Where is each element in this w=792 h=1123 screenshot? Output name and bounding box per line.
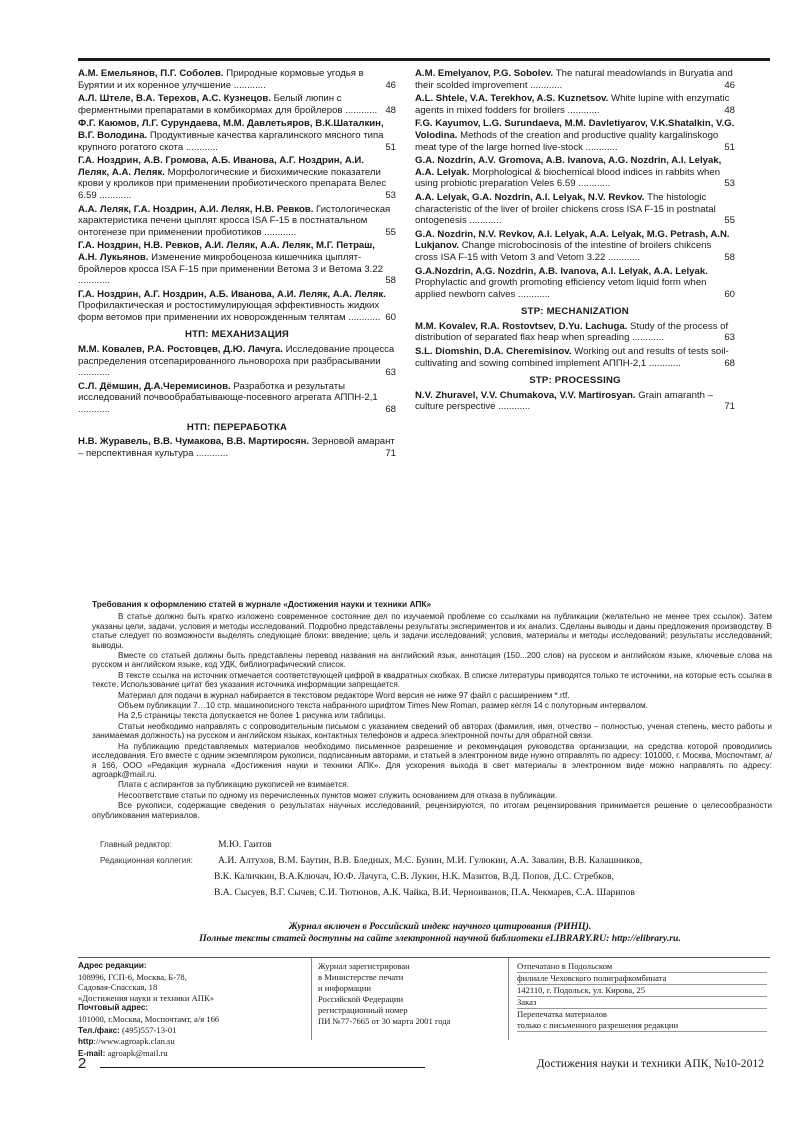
toc-entry-title: Study of the process of distribution of separated flax heap when spreading xyxy=(415,320,729,344)
toc-ru-proc xyxy=(78,436,396,459)
toc-leader-dots: ............ xyxy=(193,447,229,459)
chief-editor-line xyxy=(100,837,770,853)
registration-line-6: ПИ №77-7665 от 30 марта 2001 года xyxy=(318,1016,451,1026)
toc-entry-title: Grain amaranth – culture perspective xyxy=(415,389,713,413)
rinc-line-1: Журнал включен в Российский индекс научного цитирования (РИНЦ). xyxy=(288,921,592,932)
toc-leader-dots: ............ xyxy=(527,79,563,91)
toc-entry xyxy=(78,436,396,459)
toc-entry-page: 71 xyxy=(385,447,396,459)
section-heading-processing-ru: НТП: ПЕРЕРАБОТКА xyxy=(186,421,288,433)
editorial-address-line-2: Садовая-Спасская, 18 xyxy=(78,982,158,993)
rinc-notice xyxy=(140,921,740,945)
requirement-paragraph: Статьи необходимо направлять с сопроводительным письмом с указанием сведений об авторах (фамилия, имя, отчество – полностью, ученая степень, место работы и занимаемая должность) на русском и английском языках, контактных телефонов и адреса электронной почты для обратной связи. xyxy=(92,721,772,741)
requirement-paragraph: Материал для подачи в журнал набирается в текстовом редакторе Word версия не ниже 97 файл с расширением *.rtf. xyxy=(118,690,570,700)
toc-entry xyxy=(78,68,396,91)
postal-address-label: Почтовый адрес: xyxy=(78,1003,149,1013)
requirement-paragraph: Несоответствие статьи по одному из перечисленных пунктов может служить основанием для отказа в публикации. xyxy=(118,790,558,800)
toc-entry-page: 60 xyxy=(724,288,735,300)
registration-line-4: Российской Федерации xyxy=(318,994,404,1004)
toc-entry-title: Морфологические и биохимические показатели крови у кроликов при применении пробиотического препарата Велес 6.59 xyxy=(78,166,387,201)
toc-entry xyxy=(415,192,735,227)
toc-entry-title: Природные кормовые угодья в Бурятии и их коренное улучшение xyxy=(78,68,364,91)
toc-entry-title: White lupine with enzymatic agents in mixed fodders for broilers xyxy=(415,93,730,116)
toc-entry-page: 68 xyxy=(385,404,396,416)
toc-entry xyxy=(415,93,735,116)
toc-entry xyxy=(78,381,396,416)
journal-title: Достижения науки и техники АПК, №10-2012 xyxy=(536,1057,764,1070)
toc-entry-page: 58 xyxy=(724,251,735,263)
top-rule xyxy=(78,58,770,61)
toc-en-proc xyxy=(415,390,735,413)
toc-entry-page: 63 xyxy=(385,367,396,379)
toc-entry-title: Разработка и результаты исследований почвообрабатывающе-посевного агрегата АППН-2,1 xyxy=(78,380,378,404)
toc-entry-authors: G.A.Nozdrin, A.G. Nozdrin, A.B. Ivanova, A.I. Lelyak, A.A. Lelyak. xyxy=(415,265,708,277)
board-members-3: В.А. Сысуев, В.Г. Сычев, С.И. Тютюнов, А.К. Чайка, В.И. Черноиванов, П.А. Чекмарев, С.А. Шарипов xyxy=(214,887,635,898)
toc-entry-authors: С.Л. Дёмшин, Д.А.Черемисинов. xyxy=(78,380,231,392)
toc-entry-authors: G.A. Nozdrin, N.V. Revkov, A.I. Lelyak, A.A. Lelyak, M.G. Petrash, A.N. Lukjanov. xyxy=(415,228,730,252)
toc-entry-title: Change microbocinosis of the intestine of broilers chikcens cross ISA F-15 with Vetom 3 and Vetom 3.22 xyxy=(415,240,712,263)
toc-entry xyxy=(415,346,735,369)
toc-leader-dots: ............ xyxy=(515,288,550,300)
footer-bottom-rule xyxy=(100,1067,425,1068)
reprint-line-2: только с письменного разрешения редакции xyxy=(517,1020,767,1032)
requirement-paragraph: На 2,5 страницы текста допускается не более 1 рисунка или таблицы. xyxy=(118,711,386,721)
toc-entry-page: 53 xyxy=(385,189,396,201)
section-heading-mechanization-en: STP: MECHANIZATION xyxy=(521,306,629,318)
chief-editor-name: М.Ю. Гаитов xyxy=(218,839,272,850)
toc-entry-authors: S.L. Diomshin, D.A. Cheremisinov. xyxy=(415,346,572,358)
submission-requirements xyxy=(92,600,772,821)
toc-entry-page: 51 xyxy=(385,141,396,153)
chief-editor-label: Главный редактор: xyxy=(100,840,172,849)
requirements-body xyxy=(92,612,772,820)
toc-entry-authors: M.M. Kovalev, R.A. Rostovtsev, D.Yu. Lachuga. xyxy=(415,320,628,332)
toc-entry-page: 55 xyxy=(724,215,735,227)
requirement-paragraph: В тексте ссылка на источник отмечается соответствующей цифрой в квадратных скобках. В списке литературы приводятся только те источники, на которые есть ссылка в тексте. Использование цитат без указания источника информации запрещается. xyxy=(92,670,772,690)
toc-entry-title: Morphological & biochemical blood indices in rabbits when using probiotic preparation Veles 6.59 xyxy=(415,166,721,190)
toc-entry-page: 55 xyxy=(385,226,396,238)
toc-entry-title: Белый люпин с ферментными препаратами в комбикормах для бройлеров xyxy=(78,93,343,116)
board-members-2: В.К. Каличкин, В.А.Ключач, Ю.Ф. Лачуга, С.В. Лукин, Н.К. Мазитов, В.Д. Попов, Д.С. Стребков, xyxy=(214,871,615,882)
postal-address: 101000, г.Москва, Моспочтамт, а/я 166 xyxy=(78,1013,220,1024)
toc-entry-authors: А.Л. Штеле, В.А. Терехов, А.С. Кузнецов. xyxy=(78,93,271,105)
toc-entry-authors: A.A. Lelyak, G.A. Nozdrin, A.I. Lelyak, N.V. Revkov. xyxy=(415,191,645,203)
requirement-paragraph: Вместе со статьей должны быть представлены перевод названия на английский язык, аннотация (150...200 слов) на русском и английском языке, ключевые слова на русском и английском языке, код УДК, библиографический список. xyxy=(92,651,772,670)
toc-entry-page: 71 xyxy=(724,401,735,413)
toc-entry-page: 53 xyxy=(724,178,735,190)
toc-russian xyxy=(78,68,396,461)
toc-entry-authors: G.A. Nozdrin, A.V. Gromova, A.B. Ivanova, A.G. Nozdrin, A.I. Lelyak, A.A. Lelyak. xyxy=(415,155,722,178)
registration-line-3: и информации xyxy=(318,983,371,993)
phone-line xyxy=(78,1025,310,1037)
toc-entry-title: Изменение микробоценоза кишечника цыплят-бройлеров кросса ISA F-15 при применении Ветома 3 и Ветома 3.22 xyxy=(78,251,384,275)
board-line xyxy=(100,853,770,869)
toc-ru-main xyxy=(78,68,396,323)
toc-entry-authors: Г.А. Ноздрин, А.Г. Ноздрин, А.Б. Иванова, А.И. Леляк, А.А. Леляк. xyxy=(78,288,386,300)
toc-leader-dots: ............ xyxy=(646,357,681,369)
editorial-board xyxy=(100,837,770,901)
registration-line-5: регистрационный номер xyxy=(318,1005,408,1015)
toc-entry-title: Гистологическая характеристика печени цыплят кросса ISA F-15 в постнатальном онтогенезе при применении пробиотиков xyxy=(78,203,391,238)
printing-info xyxy=(517,961,767,1032)
toc-entry-page: 46 xyxy=(724,79,735,91)
toc-entry-page: 51 xyxy=(724,141,735,153)
toc-entry-title: The histologic characteristic of the liver of broiler chickens cross ISA F-15 in postnatal ontogenesis xyxy=(415,191,716,227)
rinc-line-2: Полные тексты статей доступны на сайте электронной научной библиотеки eLIBRARY.RU: http://elibrary.ru. xyxy=(199,933,681,945)
page-number: 2 xyxy=(78,1055,87,1072)
toc-entry-title: Продуктивные качества каргалинского мясного типа крупного рогатого скота xyxy=(78,129,384,153)
toc-entry-authors: А.А. Леляк, Г.А. Ноздрин, А.И. Леляк, Н.В. Ревков. xyxy=(78,203,314,215)
toc-en-main xyxy=(415,68,735,300)
toc-entry-title: The natural meadowlands in Buryatia and their scolded improvement xyxy=(415,68,733,91)
toc-leader-dots: ............ xyxy=(466,215,502,227)
section-heading-processing-en: STP: PROCESSING xyxy=(529,375,621,387)
printer-line-1: Отпечатано в Подольском xyxy=(517,961,767,973)
toc-entry xyxy=(415,118,735,153)
printer-line-3: 142110, г. Подольск, ул. Кирова, 25 xyxy=(517,985,767,997)
toc-leader-dots: ............ xyxy=(261,226,297,238)
website-link[interactable]: ://www.agroapk.clan.su xyxy=(93,1036,175,1047)
phone-label: Тел./факс: xyxy=(78,1025,120,1035)
toc-entry-authors: F.G. Kayumov, L.G. Surundaeva, M.M. Davletiyarov, V.K.Shatalkin, V.G. Volodina. xyxy=(415,118,735,141)
board-members-1: А.И. Алтухов, В.М. Баутин, В.В. Бледных, М.С. Бунин, М.И. Гулюкин, А.А. Завалин, В.В. Калашников, xyxy=(218,855,643,866)
toc-leader-dots: ............ xyxy=(605,251,641,263)
editorial-address-label: Адрес редакции: xyxy=(78,961,147,970)
registration-line-2: в Министерстве печати xyxy=(318,972,404,982)
toc-leader-dots: ............ xyxy=(78,404,110,416)
toc-entry xyxy=(78,289,396,324)
toc-entry-page: 68 xyxy=(724,357,735,369)
toc-leader-dots: ............ xyxy=(231,79,266,91)
toc-entry xyxy=(78,344,396,379)
toc-entry-authors: М.М. Ковалев, Р.А. Ростовцев, Д.Ю. Лачуга. xyxy=(78,344,283,356)
footer-rule xyxy=(78,957,770,958)
toc-entry xyxy=(415,321,735,344)
requirement-paragraph: Все рукописи, содержащие сведения о результатах научных исследований, рецензируются, по итогам рецензирования принимается решение о целесообразности опубликования материалов. xyxy=(92,801,772,820)
editorial-address-line-3: «Достижения науки и техники АПК» xyxy=(78,992,215,1003)
requirement-paragraph: Объем публикации 7…10 стр. машинописного текста набранного шрифтом Times New Roman, размер кегля 14 с полуторным интервалом. xyxy=(118,701,648,711)
toc-leader-dots: ............ xyxy=(495,401,531,413)
requirement-paragraph: Плата с аспирантов за публикацию рукописей не взимается. xyxy=(118,780,350,790)
toc-entry-page: 46 xyxy=(385,79,396,91)
toc-leader-dots: ............ xyxy=(342,104,378,116)
website-line xyxy=(78,1036,310,1048)
toc-entry-title: Профилактическая и ростостимулирующая эффективность жидких форм ветомов при применении их новорожденным телятам xyxy=(78,300,380,323)
toc-leader-dots: ............ xyxy=(78,275,110,287)
toc-entry xyxy=(415,155,735,190)
toc-en-mech xyxy=(415,321,735,369)
toc-leader-dots: ............ xyxy=(582,141,618,153)
order-line: Заказ xyxy=(517,997,767,1009)
website-prefix: http xyxy=(78,1037,94,1047)
toc-entry-page: 48 xyxy=(724,104,735,116)
board-label: Редакционная коллегия: xyxy=(100,856,193,865)
toc-entry-authors: N.V. Zhuravel, V.V. Chumakova, V.V. Martirosyan. xyxy=(415,389,636,401)
toc-entry xyxy=(78,93,396,116)
toc-entry-authors: Ф.Г. Каюмов, Л.Г. Сурундаева, М.М. Давлетьяров, В.К.Шаталкин, В.Г. Володина. xyxy=(78,118,384,141)
toc-leader-dots: ............ xyxy=(78,367,110,379)
page-footer xyxy=(78,1055,770,1077)
toc-leader-dots: ............ xyxy=(629,332,665,344)
email-label: E-mail: xyxy=(78,1048,106,1058)
footer-divider-2 xyxy=(508,958,509,1040)
toc-entry xyxy=(415,390,735,413)
toc-leader-dots: ............ xyxy=(345,311,381,323)
reprint-line-1: Перепечатка материалов xyxy=(517,1009,607,1019)
toc-entry-authors: A.L. Shtele, V.A. Terekhov, A.S. Kuznetsov. xyxy=(415,93,609,105)
requirements-title: Требования к оформлению статей в журнале «Достижения науки и техники АПК» xyxy=(92,599,432,609)
toc-entry-authors: Г.А. Ноздрин, А.В. Громова, А.Б. Иванова, А.Г. Ноздрин, А.И. Леляк, А.А. Леляк. xyxy=(78,155,364,178)
toc-entry xyxy=(415,229,735,264)
toc-leader-dots: ............ xyxy=(96,189,132,201)
toc-entry xyxy=(78,118,396,153)
toc-entry-page: 63 xyxy=(724,332,735,344)
registration-line-1: Журнал зарегистрирован xyxy=(318,961,410,971)
toc-entry-authors: А.М. Емельянов, П.Г. Соболев. xyxy=(78,68,224,79)
toc-entry xyxy=(415,68,735,91)
toc-entry xyxy=(415,266,735,301)
toc-entry-page: 48 xyxy=(385,104,396,116)
toc-entry xyxy=(78,240,396,286)
toc-entry-authors: A.M. Emelyanov, P.G. Sobolev. xyxy=(415,68,554,79)
section-heading-mechanization-ru: НТП: МЕХАНИЗАЦИЯ xyxy=(184,329,290,341)
toc-english xyxy=(415,68,735,415)
requirement-paragraph: На публикацию представляемых материалов необходимо письменное разрешение и рекомендация руководства организации, на средства которой проводились исследования. Его вместе с одним экземпляром рукописи, подписанным авторами, и статьей в электронном виде нужно отправлять по адресу: 101000, г. Москва, Моспочтамт, а/я 166, ООО «Редакция журнала «Достижения науки и техники АПК». Для ускорения выхода в свет материалы в электронном виде можно направлять по адресу: agroapk@mail.ru. xyxy=(92,741,772,779)
toc-entry-authors: Г.А. Ноздрин, Н.В. Ревков, А.И. Леляк, А.А. Леляк, М.Г. Петраш, А.Н. Лукьянов. xyxy=(78,240,375,263)
toc-entry xyxy=(78,204,396,239)
registration-info xyxy=(318,961,494,1027)
toc-leader-dots: ............ xyxy=(183,141,218,153)
editorial-address xyxy=(78,961,310,1059)
footer-divider-1 xyxy=(311,958,312,1040)
toc-entry-title: Исследование процесса распределения отсепарированного льновороха при разбрасывании xyxy=(78,344,395,367)
toc-leader-dots: ............ xyxy=(575,178,611,190)
requirement-paragraph: В статье должно быть кратко изложено современное состояние дел по изучаемой проблеме со ссылками на публикации (желательно не менее трех ссылок). Затем указаны цели, задачи, условия и методы исследований. Подробно представлены результаты экспериментов и их анализ. Сделаны выводы и даны предложения производству. В статье следует по возможности выделять следующие блоки: введение; цель и задачи исследований; условия, материалы и методы исследований; результаты исследований; выводы. xyxy=(92,612,772,650)
toc-leader-dots: ............ xyxy=(564,104,600,116)
toc-entry-page: 58 xyxy=(385,275,396,287)
toc-entry-title: Working out and results of tests soil-cultivating and sowing combined implement АППН-2,1 xyxy=(415,346,729,369)
toc-entry xyxy=(78,155,396,201)
phone-number: (495)557-13-01 xyxy=(122,1024,177,1035)
editorial-address-line-1: 108996, ГСП-6, Москва, Б-78, xyxy=(78,971,187,982)
toc-entry-title: Зерновой амарант – перспективная культура xyxy=(78,436,395,459)
printer-line-2: филиале Чеховского полиграфкомбината xyxy=(517,973,767,985)
toc-entry-title: Methods of the creation and productive quality kargalinskogo meat type of the large horned live-stock xyxy=(415,129,719,153)
email-link[interactable]: agroapk@mail.ru xyxy=(107,1047,168,1058)
toc-entry-authors: Н.В. Журавель, В.В. Чумакова, В.В. Мартиросян. xyxy=(78,436,310,448)
toc-entry-title: Prophylactic and growth promoting efficiency vetom liquid form when applied newborn calves xyxy=(415,277,707,300)
toc-entry-page: 60 xyxy=(385,311,396,323)
toc-ru-mech xyxy=(78,344,396,416)
